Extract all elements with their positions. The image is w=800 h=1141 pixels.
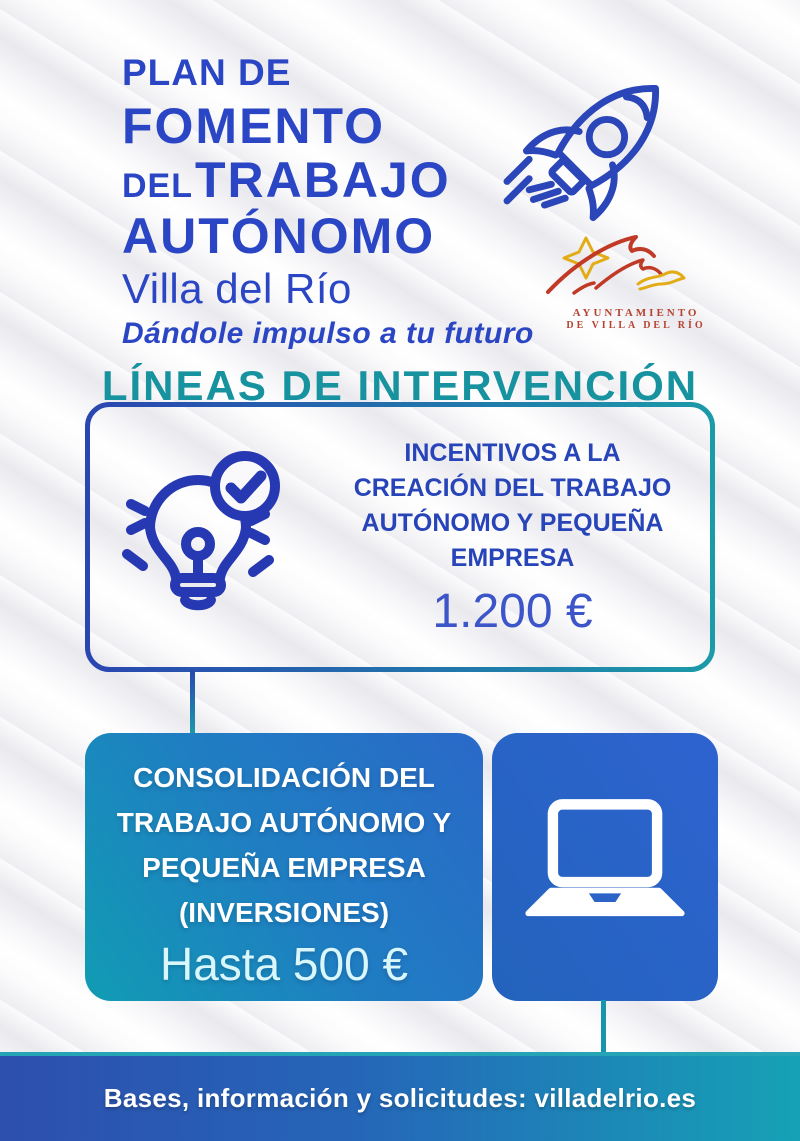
card-incentivos-amount: 1.200 € xyxy=(432,585,593,638)
card-incentivos-title-line: INCENTIVOS A LA xyxy=(404,439,621,467)
logo-text-line1: AYUNTAMIENTO xyxy=(572,307,700,319)
rocket-icon xyxy=(492,36,708,252)
card-consolidacion-icon-panel xyxy=(492,733,718,1001)
card-incentivos-title-line: AUTÓNOMO Y PEQUEÑA xyxy=(361,509,664,537)
card-incentivos-title-line: EMPRESA xyxy=(450,544,575,572)
footer-bar xyxy=(0,1052,800,1141)
card-incentivos-title xyxy=(320,436,705,576)
card-consolidacion-amount: Hasta 500 € xyxy=(159,938,409,990)
tagline: Dándole impulso a tu futuro xyxy=(122,317,534,350)
title-block xyxy=(122,54,534,349)
title-del: DEL xyxy=(122,167,193,205)
footer-text: Bases, información y solicitudes: villadelrio.es xyxy=(103,1083,697,1113)
laptop-icon xyxy=(515,795,695,935)
title-line-autonomo: AUTÓNOMO xyxy=(122,208,436,264)
lightbulb-check-icon xyxy=(113,448,283,628)
connector-line-1 xyxy=(190,670,195,734)
logo-text-line2: DE VILLA DEL RÍO xyxy=(566,320,706,331)
town-hall-logo xyxy=(534,230,738,331)
title-line-plan-de: PLAN DE xyxy=(122,52,292,93)
card-consolidacion-title-line: TRABAJO AUTÓNOMO Y xyxy=(116,807,452,838)
card-consolidacion-title-line: CONSOLIDACIÓN DEL xyxy=(133,762,435,793)
connector-line-2 xyxy=(601,1000,606,1053)
card-consolidacion-title-line: PEQUEÑA EMPRESA xyxy=(142,852,426,883)
municipality-name: Villa del Río xyxy=(122,265,352,312)
title-line-fomento: FOMENTO xyxy=(122,98,386,154)
title-line-del-trabajo xyxy=(122,152,534,211)
town-hall-logo-graphic xyxy=(534,230,738,302)
card-incentivos-title-line: CREACIÓN DEL TRABAJO xyxy=(353,474,672,502)
section-heading: LÍNEAS DE INTERVENCIÓN xyxy=(101,362,699,409)
card-incentivos xyxy=(85,402,715,672)
card-consolidacion-title-line: (INVERSIONES) xyxy=(178,897,390,928)
card-consolidacion xyxy=(85,733,483,1001)
title-trabajo: TRABAJO xyxy=(195,152,451,208)
card-consolidacion-title xyxy=(85,733,483,935)
